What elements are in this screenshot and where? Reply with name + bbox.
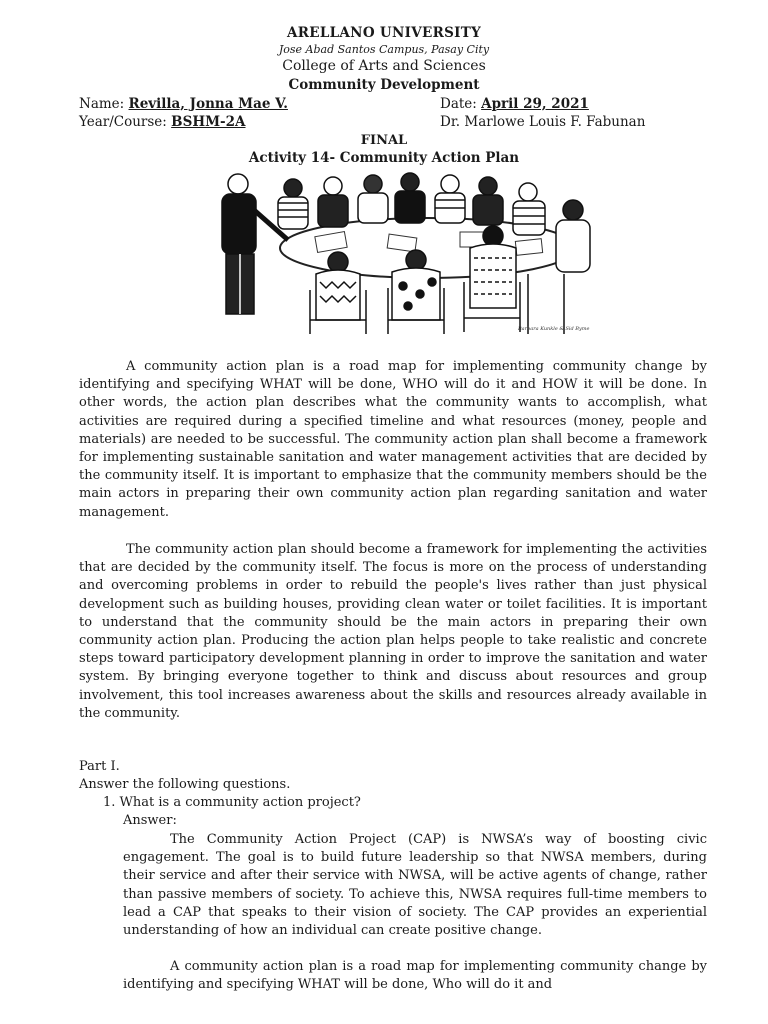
course-value: BSHM-2A bbox=[171, 114, 246, 130]
college-name: College of Arts and Sciences bbox=[282, 58, 486, 74]
university-name: ARELLANO UNIVERSITY bbox=[286, 25, 482, 41]
course-label: Year/Course: bbox=[79, 114, 167, 130]
department-name: Community Development bbox=[288, 77, 480, 93]
name-value: Revilla, Jonna Mae V. bbox=[128, 96, 288, 112]
name-line bbox=[79, 96, 288, 112]
activity-title: Activity 14- Community Action Plan bbox=[248, 150, 520, 166]
community-meeting-illustration bbox=[198, 170, 600, 338]
paragraph-2: The community action plan should become a framework for implementing the activities that are decided by the community itself. The focus is more on the process of understanding and overcoming problems in order to rebuild the people's lives rather than just physical development such as building houses, providing clean water or toilet facilities. It is important to understand that the community should be the main actors in preparing their own community action plan. Producing the action plan helps people to take realistic and concrete steps toward participatory development planning in order to improve the sanitation and water system. By bringing everyone together to think and discuss about resources and group involvement, this tool increases awareness about the skills and resources already available in the community. bbox=[79, 542, 707, 721]
course-line bbox=[79, 114, 246, 130]
date-value: April 29, 2021 bbox=[481, 96, 589, 112]
paragraph-1: A community action plan is a road map for implementing community change by identifying and specifying WHAT will be done, WHO will do it and HOW it will be done. In other words, the action plan describes what the community wants to accomplish, what activities are required during a specified timeline and what resources (money, people and materials) are needed to be successful. The community action plan shall become a framework for implementing sustainable sanitation and water management activities that are decided by the community itself. It is important to emphasize that the community members should be the main actors in preparing their own community action plan regarding sanitation and water management. bbox=[79, 359, 707, 520]
campus-name: Jose Abad Santos Campus, Pasay City bbox=[278, 43, 490, 56]
instructor-name: Dr. Marlowe Louis F. Fabunan bbox=[440, 114, 646, 130]
exam-type: FINAL bbox=[360, 133, 408, 148]
illustration-signature: Barbara Kunkle & Sid Byme bbox=[518, 326, 590, 332]
answer-1-paragraph-2: A community action plan is a road map for implementing community change by identifying and specifying WHAT will be done, Who will do it and bbox=[123, 959, 707, 993]
person-striped bbox=[278, 197, 308, 229]
question-1: 1. What is a community action project? bbox=[103, 795, 361, 810]
date-label: Date: bbox=[440, 96, 477, 112]
part-title: Part I. bbox=[79, 759, 120, 774]
standing-person bbox=[222, 174, 288, 314]
answer-1-paragraph-1: The Community Action Project (CAP) is NWSA’s way of boosting civic engagement. The goal is to build future leadership so that NWSA members, during their service and after their service with NWSA, will be active agents of change, rather than passive members of society. To achieve this, NWSA requires full-time members to lead a CAP that speaks to their vision of society. The CAP provides an experiential understanding of how an individual can create positive change. bbox=[123, 832, 707, 939]
part-instruction: Answer the following questions. bbox=[79, 777, 291, 792]
name-label: Name: bbox=[79, 96, 125, 112]
date-line bbox=[440, 96, 589, 112]
answer-label: Answer: bbox=[123, 813, 177, 828]
